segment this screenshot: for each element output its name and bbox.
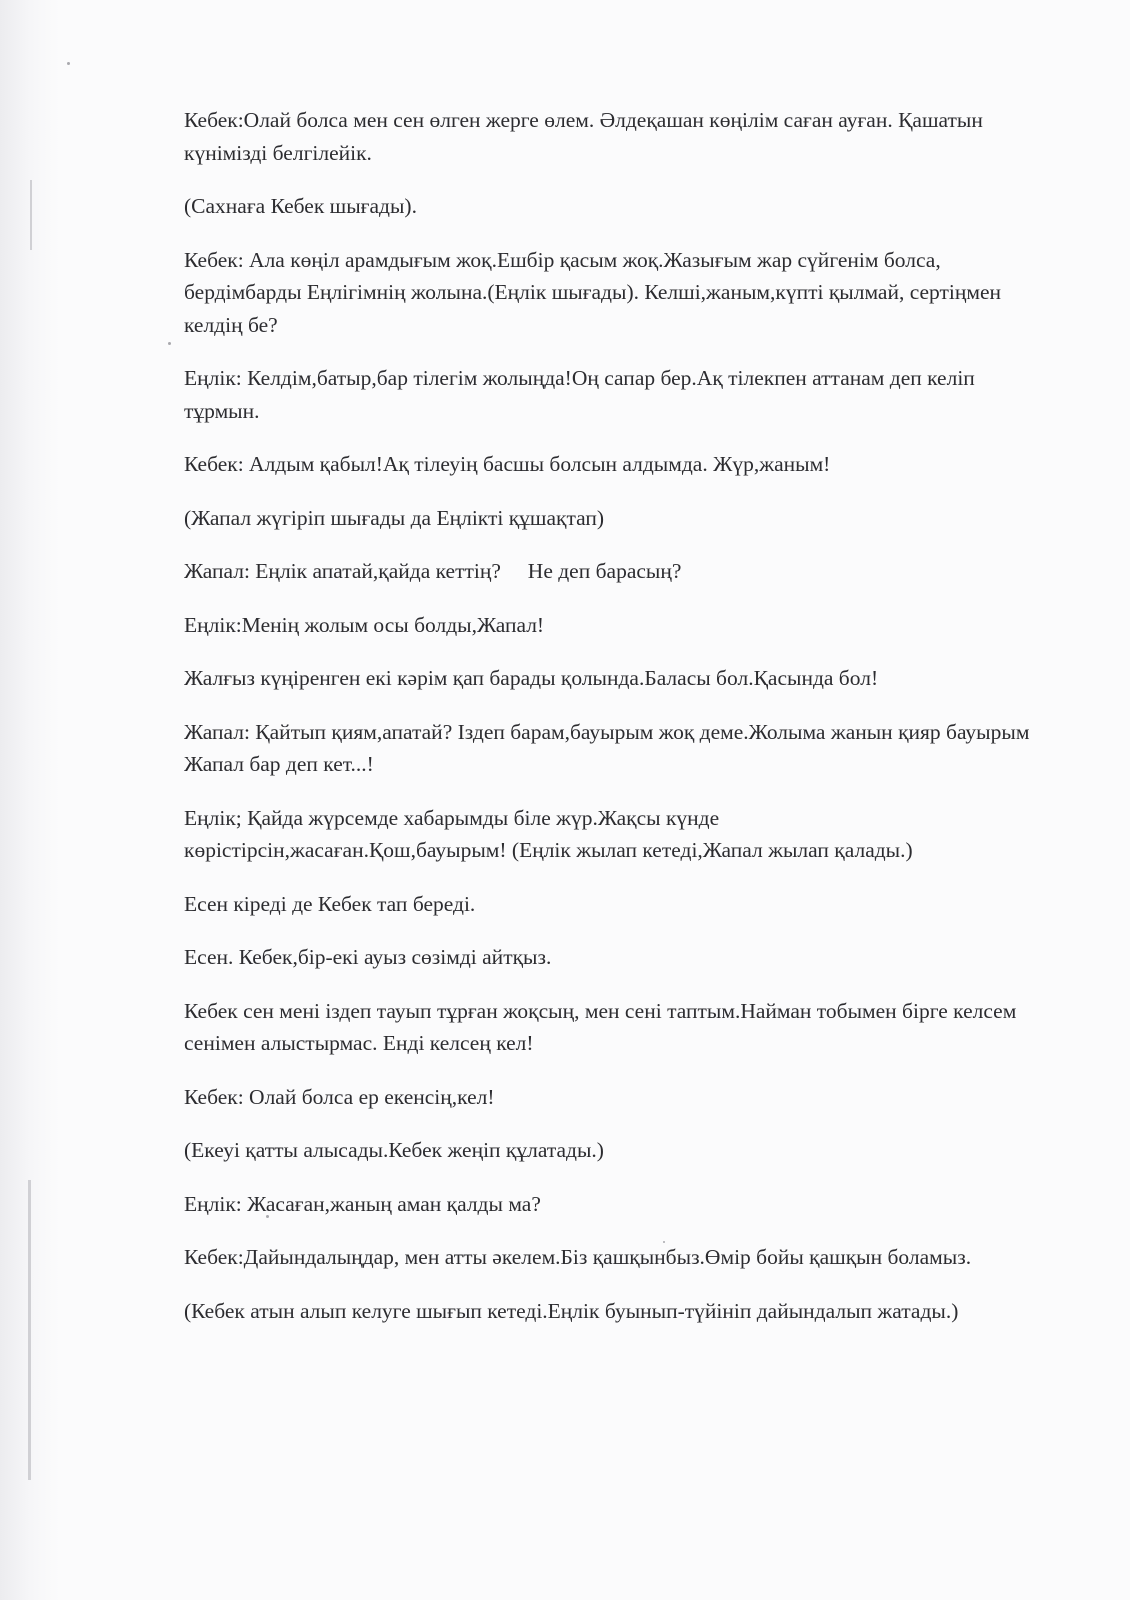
paragraph: Еңлік: Келдім,батыр,бар тілегім жолыңда!Оң сапар бер.Ақ тілекпен аттанам деп келіп тұрмын.: [184, 366, 975, 423]
scan-binding-mark: [28, 1180, 31, 1480]
paragraph: Кебек: Олай болса ер екенсің,кел!: [184, 1084, 495, 1109]
paragraph: Кебек:Дайындалыңдар, мен атты әкелем.Біз қашқынбыз.Өмір бойы қашқын боламыз.: [184, 1245, 972, 1269]
paragraph: (Жапал жүгіріп шығады да Еңлікті құшақтап): [184, 505, 605, 530]
paragraph: Жалғыз күңіренген екі кәрім қап барады қолында.Баласы бол.Қасында бол!: [184, 666, 879, 690]
paragraph: Кебек: Алдым қабыл!Ақ тілеуің басшы болсын алдымда. Жүр,жаным!: [184, 452, 831, 476]
paragraph: Жапал: Еңлік апатай,қайда кеттің? Не деп барасың?: [184, 559, 682, 583]
paragraph: Жапал: Қайтып қиям,апатай? Іздеп барам,бауырым жоқ деме.Жолыма жанын қияр бауырым Жапал бар деп кет...!: [184, 719, 1030, 776]
paragraph: (Екеуі қатты алысады.Кебек жеңіп құлатады.): [184, 1138, 604, 1162]
paragraph: (Кебек атын алып келуге шығып кетеді.Еңлік буынып-түйініп дайындалып жатады.): [184, 1298, 959, 1323]
paragraph: Еңлік: Жасаған,жаның аман қалды ма?: [184, 1191, 541, 1216]
script-text: [184, 104, 1044, 1348]
paragraph: Кебек: Ала көңіл арамдығым жоқ.Ешбір қасым жоқ.Жазығым жар сүйгенім болса, бердімбарды Еңлігімнің жолына.(Еңлік шығады). Келші,жаным,күпті қылмай, сертіңмен келдің бе?: [184, 247, 1002, 337]
paragraph: Еңлік:Менің жолым осы болды,Жапал!: [184, 612, 545, 637]
scan-speck: [168, 342, 171, 345]
paragraph: Кебек:Олай болса мен сен өлген жерге өлем. Әлдеқашан көңілім саған ауған. Қашатын күнімізді белгілейік.: [184, 108, 983, 165]
paragraph: Есен кіреді де Кебек тап береді.: [184, 891, 476, 916]
scan-binding-mark: [30, 180, 32, 250]
scan-speck: [67, 62, 70, 65]
paragraph: Еңлік; Қайда жүрсемде хабарымды біле жүр.Жақсы күнде көрістірсін,жасаған.Қош,бауырым! (Еңлік жылап кетеді,Жапал жылап қалады.): [184, 805, 913, 862]
paragraph: Кебек сен мені іздеп тауып тұрған жоқсың, мен сені таптым.Найман тобымен бірге келсем сенімен алыстырмас. Енді келсең кел!: [184, 998, 1017, 1055]
paragraph: Есен. Кебек,бір-екі ауыз сөзімді айтқыз.: [184, 945, 552, 969]
paragraph: (Сахнаға Кебек шығады).: [184, 194, 417, 218]
